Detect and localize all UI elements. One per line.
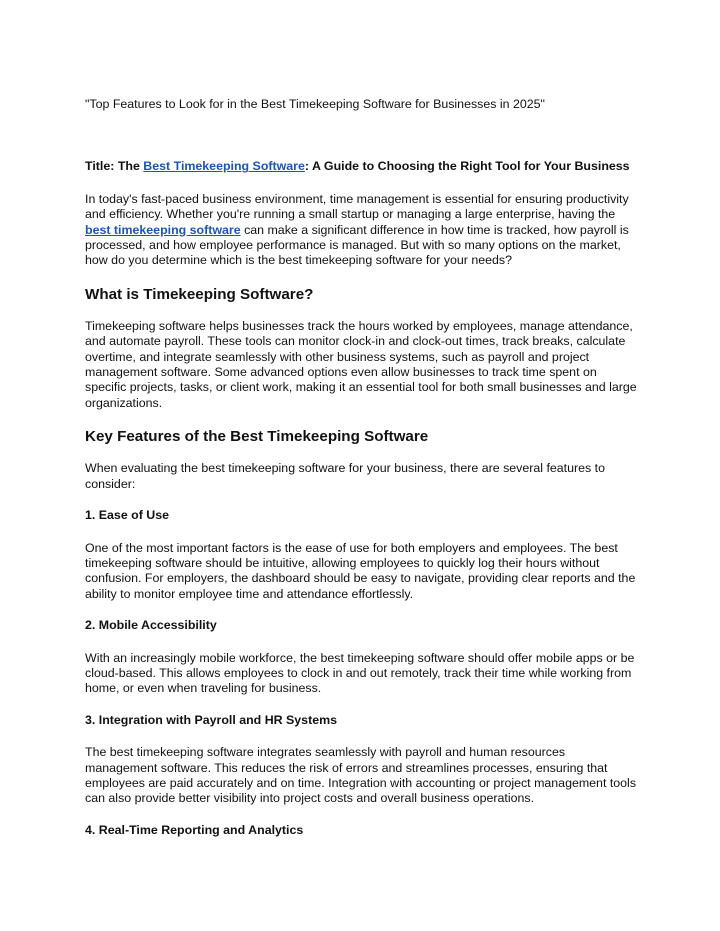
intro-link[interactable]: best timekeeping software: [85, 222, 241, 237]
section-heading-what-is: What is Timekeeping Software?: [85, 285, 314, 303]
section-heading-key-features: Key Features of the Best Timekeeping Software: [85, 428, 429, 446]
feature-heading-ease-of-use: 1. Ease of Use: [85, 508, 170, 523]
section-paragraph-what-is: Timekeeping software helps businesses track the hours worked by employees, manage attendance, and automate payroll. These tools can monitor clock-in and clock-out times, track breaks, calculate overtime, and integrate seamlessly with other business systems, such as payroll and project management software. Some advanced options even allow businesses to track time spent on specific projects, tasks, or client work, making it an essential tool for both small businesses and large organizations.: [85, 318, 637, 410]
feature-heading-reporting: 4. Real-Time Reporting and Analytics: [85, 822, 304, 837]
feature-heading-mobile-accessibility: 2. Mobile Accessibility: [85, 618, 217, 633]
feature-heading-integration: 3. Integration with Payroll and HR Systems: [85, 712, 337, 727]
quoted-title: "Top Features to Look for in the Best Timekeeping Software for Businesses in 2025": [85, 97, 545, 111]
section-paragraph-key-features-intro: When evaluating the best timekeeping software for your business, there are several features to consider:: [85, 461, 606, 491]
feature-paragraph-ease-of-use: One of the most important factors is the ease of use for both employers and employees. The best timekeeping software should be intuitive, allowing employees to quickly log their hours without confusion. For employers, the dashboard should be easy to navigate, providing clear reports and the ability to monitor employee time and attendance effortlessly.: [85, 540, 636, 601]
article-title: [85, 159, 637, 174]
title-suffix: : A Guide to Choosing the Right Tool for Your Business: [304, 159, 630, 174]
intro-paragraph: [85, 192, 637, 269]
intro-text-after: can make a significant difference in how time is tracked, how payroll is processed, and how employee performance is managed. But with so many options on the market, how do you determine which is the best timekeeping software for your needs?: [85, 222, 629, 268]
title-prefix: Title: The: [85, 159, 144, 174]
title-link[interactable]: Best Timekeeping Software: [143, 159, 305, 174]
feature-paragraph-mobile-accessibility: With an increasingly mobile workforce, the best timekeeping software should offer mobile apps or be cloud-based. This allows employees to clock in and out remotely, track their time while working from home, or even when traveling for business.: [85, 650, 635, 696]
intro-text-before: In today's fast-paced business environment, time management is essential for ensuring productivity and efficiency. Whether you're running a small startup or managing a large enterprise, having the: [85, 191, 629, 222]
document-body: [85, 97, 637, 855]
feature-paragraph-integration: The best timekeeping software integrates seamlessly with payroll and human resources management software. This reduces the risk of errors and streamlines processes, ensuring that employees are paid accurately and on time. Integration with accounting or project management tools can also provide better visibility into project costs and overall business operations.: [85, 745, 637, 806]
